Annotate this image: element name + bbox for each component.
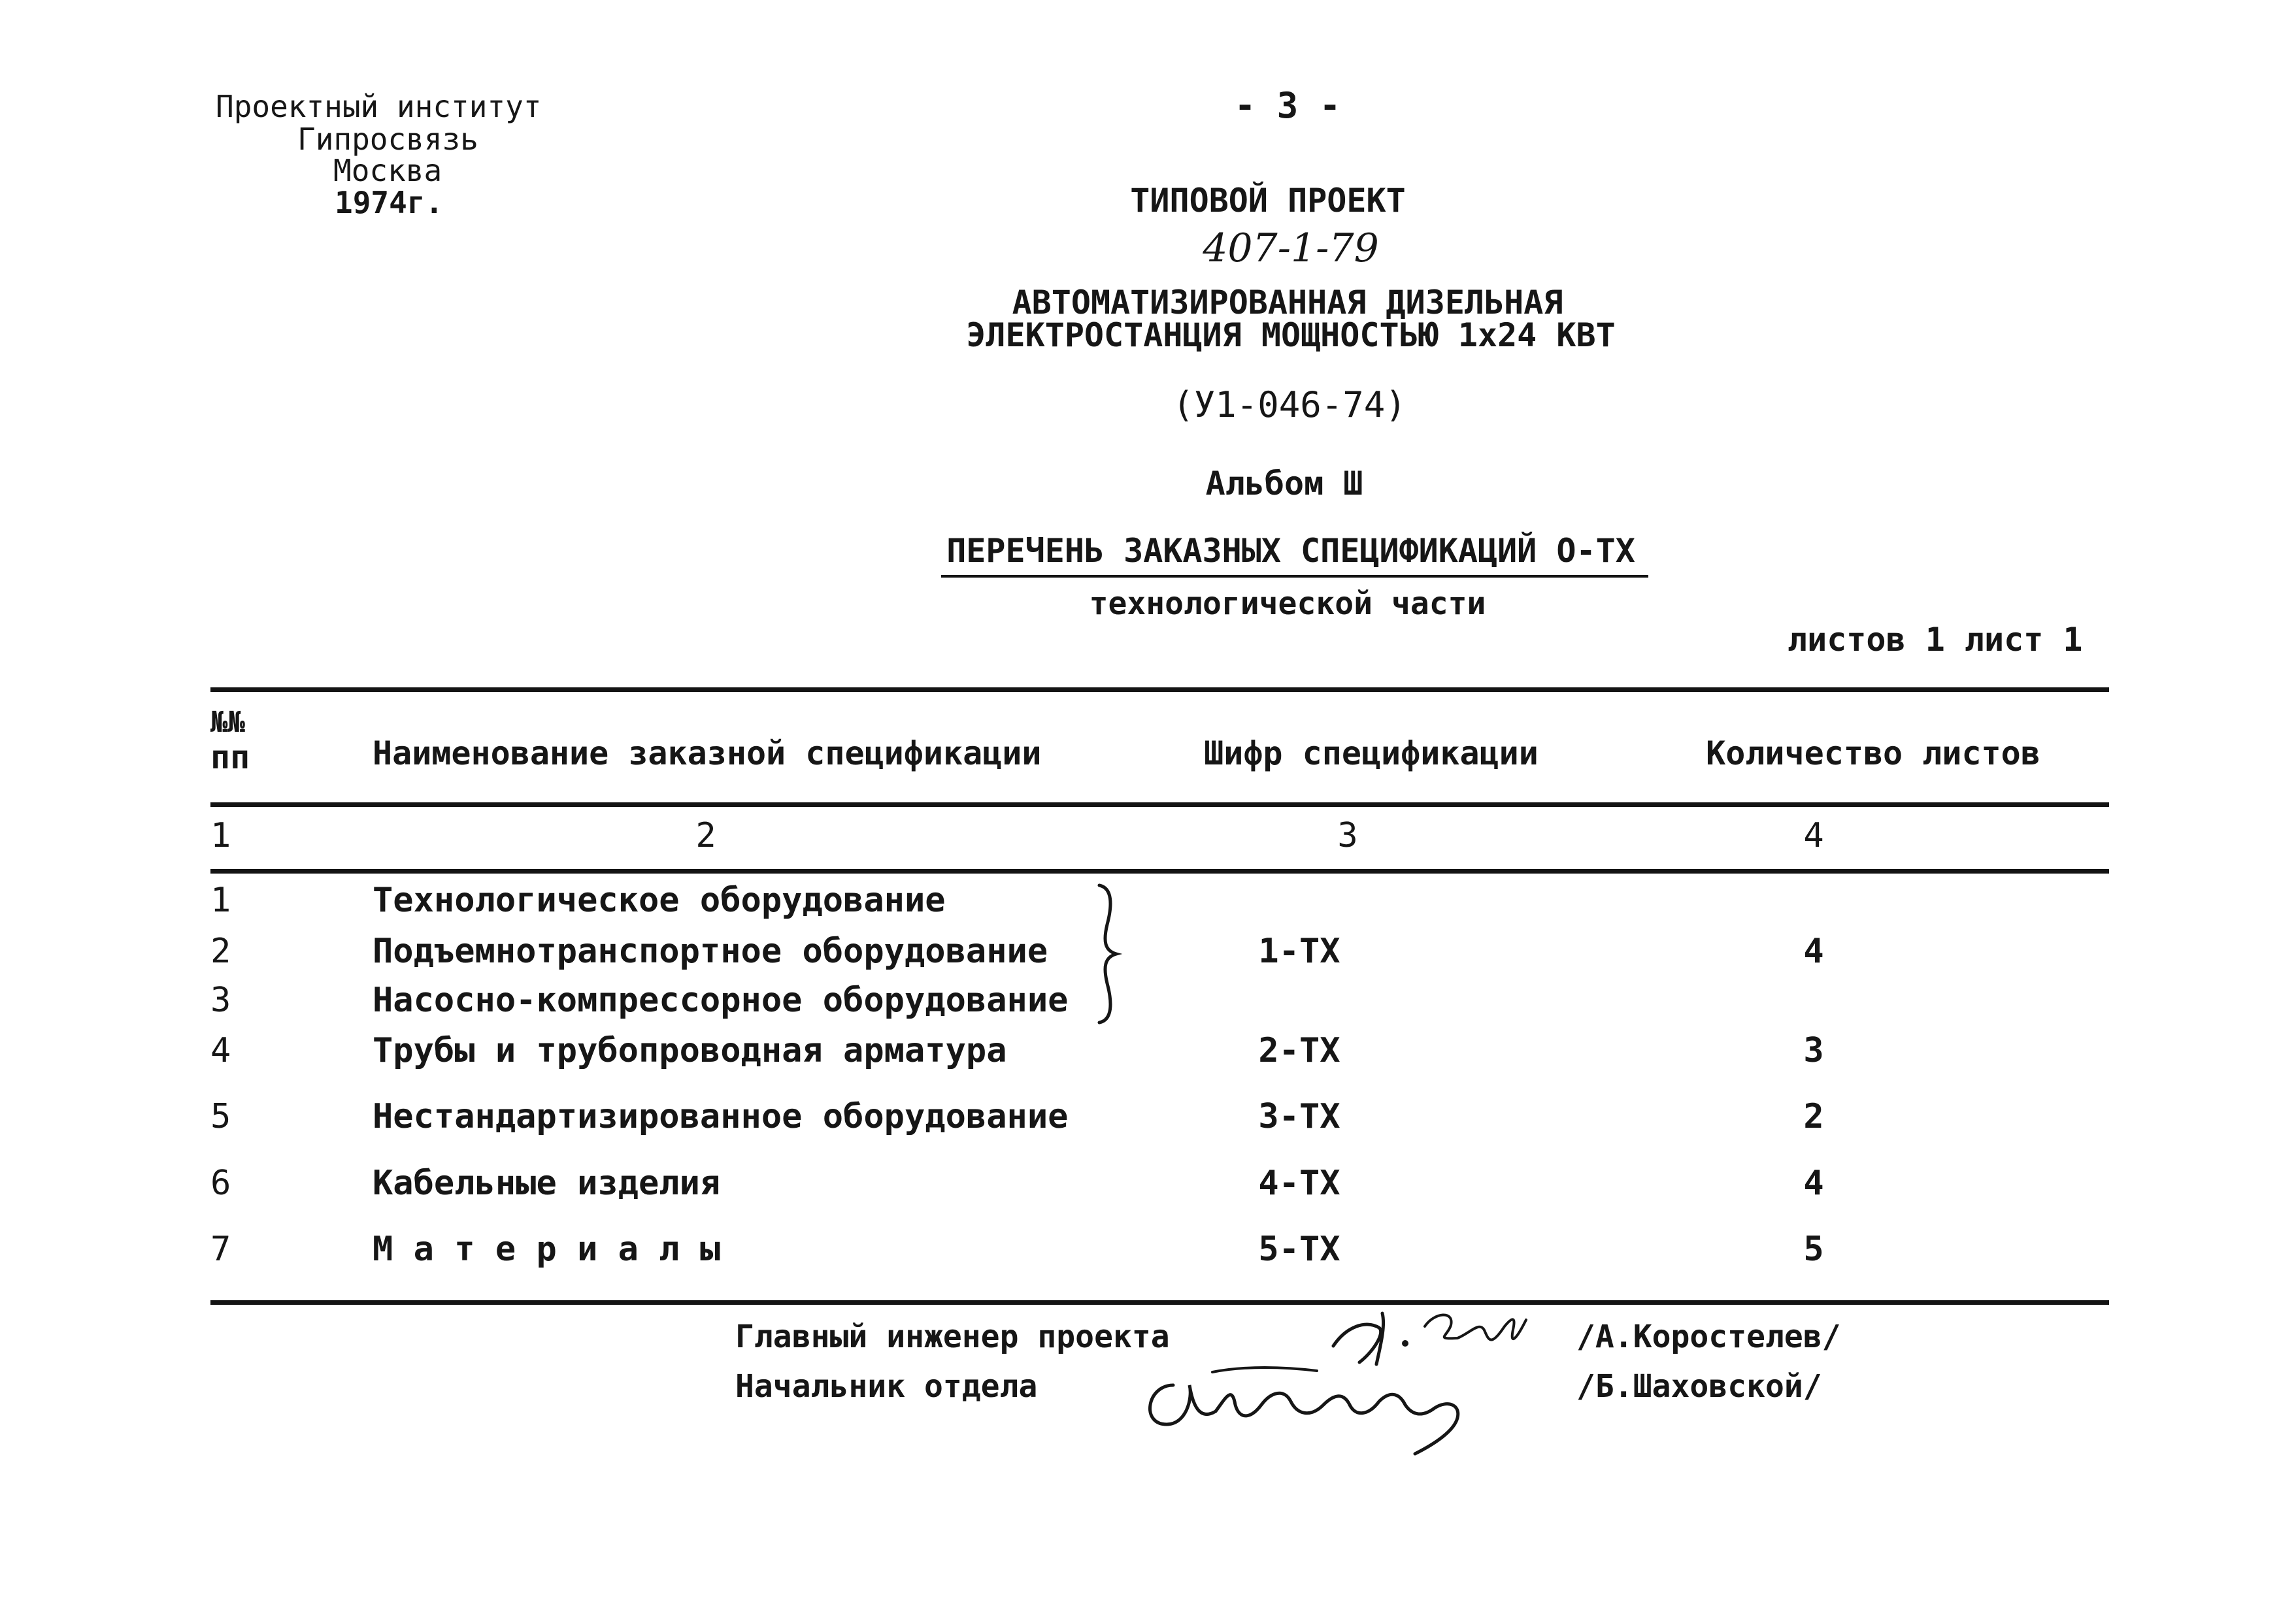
table-row-name: Нестандартизированное оборудование xyxy=(373,1097,1069,1136)
institute-city: Москва xyxy=(333,153,442,188)
list-title: ПЕРЕЧЕНЬ ЗАКАЗНЫХ СПЕЦИФИКАЦИЙ О-ТХ xyxy=(946,532,1635,570)
signature-name: /А.Коростелев/ xyxy=(1576,1319,1841,1355)
table-row-num: 2 xyxy=(210,932,231,971)
table-row-name: Насосно-компрессорное оборудование xyxy=(373,981,1069,1020)
column-number: 1 xyxy=(210,816,231,855)
project-title-line1: АВТОМАТИЗИРОВАННАЯ ДИЗЕЛЬНАЯ xyxy=(1012,284,1563,321)
table-row-num: 3 xyxy=(210,981,231,1020)
institute-name: Проектный институт xyxy=(216,89,542,124)
project-label: ТИПОВОЙ ПРОЕКТ xyxy=(1130,182,1406,220)
table-row-sheets: 2 xyxy=(1803,1097,1824,1136)
list-title-underline xyxy=(941,575,1648,578)
header-num-line2: пп xyxy=(210,738,250,776)
table-row-name: Технологическое оборудование xyxy=(373,881,946,920)
project-title-line2: ЭЛЕКТРОСТАНЦИЯ МОЩНОСТЬЮ 1х24 КВТ xyxy=(966,316,1616,354)
table-row-num: 7 xyxy=(210,1230,231,1269)
column-number: 3 xyxy=(1337,816,1358,855)
numbers-bottom-rule xyxy=(210,869,2109,874)
album-label: Альбом Ш xyxy=(1205,465,1363,502)
column-number: 2 xyxy=(695,816,716,855)
table-row-num: 6 xyxy=(210,1164,231,1203)
project-number: 407-1-79 xyxy=(1203,225,1379,271)
table-row-num: 4 xyxy=(210,1031,231,1070)
table-row-num: 1 xyxy=(210,881,231,920)
header-sheets: Количество листов xyxy=(1706,734,2040,772)
institute-org: Гипросвязь xyxy=(297,122,478,157)
table-row-num: 5 xyxy=(210,1097,231,1136)
table-row-sheets: 3 xyxy=(1803,1031,1824,1070)
table-row-code: 4-ТХ xyxy=(1258,1164,1340,1203)
project-code: (У1-046-74) xyxy=(1173,384,1406,425)
signature-role: Главный инженер проекта xyxy=(735,1319,1170,1355)
table-row-name: Подъемнотранспортное оборудование xyxy=(373,932,1048,971)
table-row-code: 3-ТХ xyxy=(1258,1097,1340,1136)
page-number: - 3 - xyxy=(1234,85,1341,126)
signature-role: Начальник отдела xyxy=(735,1368,1038,1405)
table-row-code: 2-ТХ xyxy=(1258,1031,1340,1070)
handwritten-signature xyxy=(1127,1359,1520,1457)
table-row-name: М а т е р и а л ы xyxy=(373,1230,721,1269)
table-row-sheets: 5 xyxy=(1803,1230,1824,1269)
table-top-rule xyxy=(210,687,2109,692)
sheets-info: листов 1 лист 1 xyxy=(1788,621,2083,659)
header-name: Наименование заказной спецификации xyxy=(373,734,1042,772)
table-row-sheets: 4 xyxy=(1803,932,1824,971)
table-row-name: Трубы и трубопроводная арматура xyxy=(373,1031,1007,1070)
list-subtitle: технологической части xyxy=(1089,585,1486,622)
table-bottom-rule xyxy=(210,1300,2109,1305)
header-code: Шифр спецификации xyxy=(1204,734,1539,772)
column-number: 4 xyxy=(1803,816,1824,855)
institute-year: 1974г. xyxy=(335,185,444,220)
header-bottom-rule xyxy=(210,802,2109,807)
header-num-line1: №№ xyxy=(210,706,245,739)
table-row-code: 1-ТХ xyxy=(1258,932,1340,971)
row-group-brace xyxy=(1090,879,1129,1029)
table-row-sheets: 4 xyxy=(1803,1164,1824,1203)
signature-name: /Б.Шаховской/ xyxy=(1576,1368,1822,1405)
table-row-name: Кабельные изделия xyxy=(373,1164,721,1203)
table-row-code: 5-ТХ xyxy=(1258,1230,1340,1269)
